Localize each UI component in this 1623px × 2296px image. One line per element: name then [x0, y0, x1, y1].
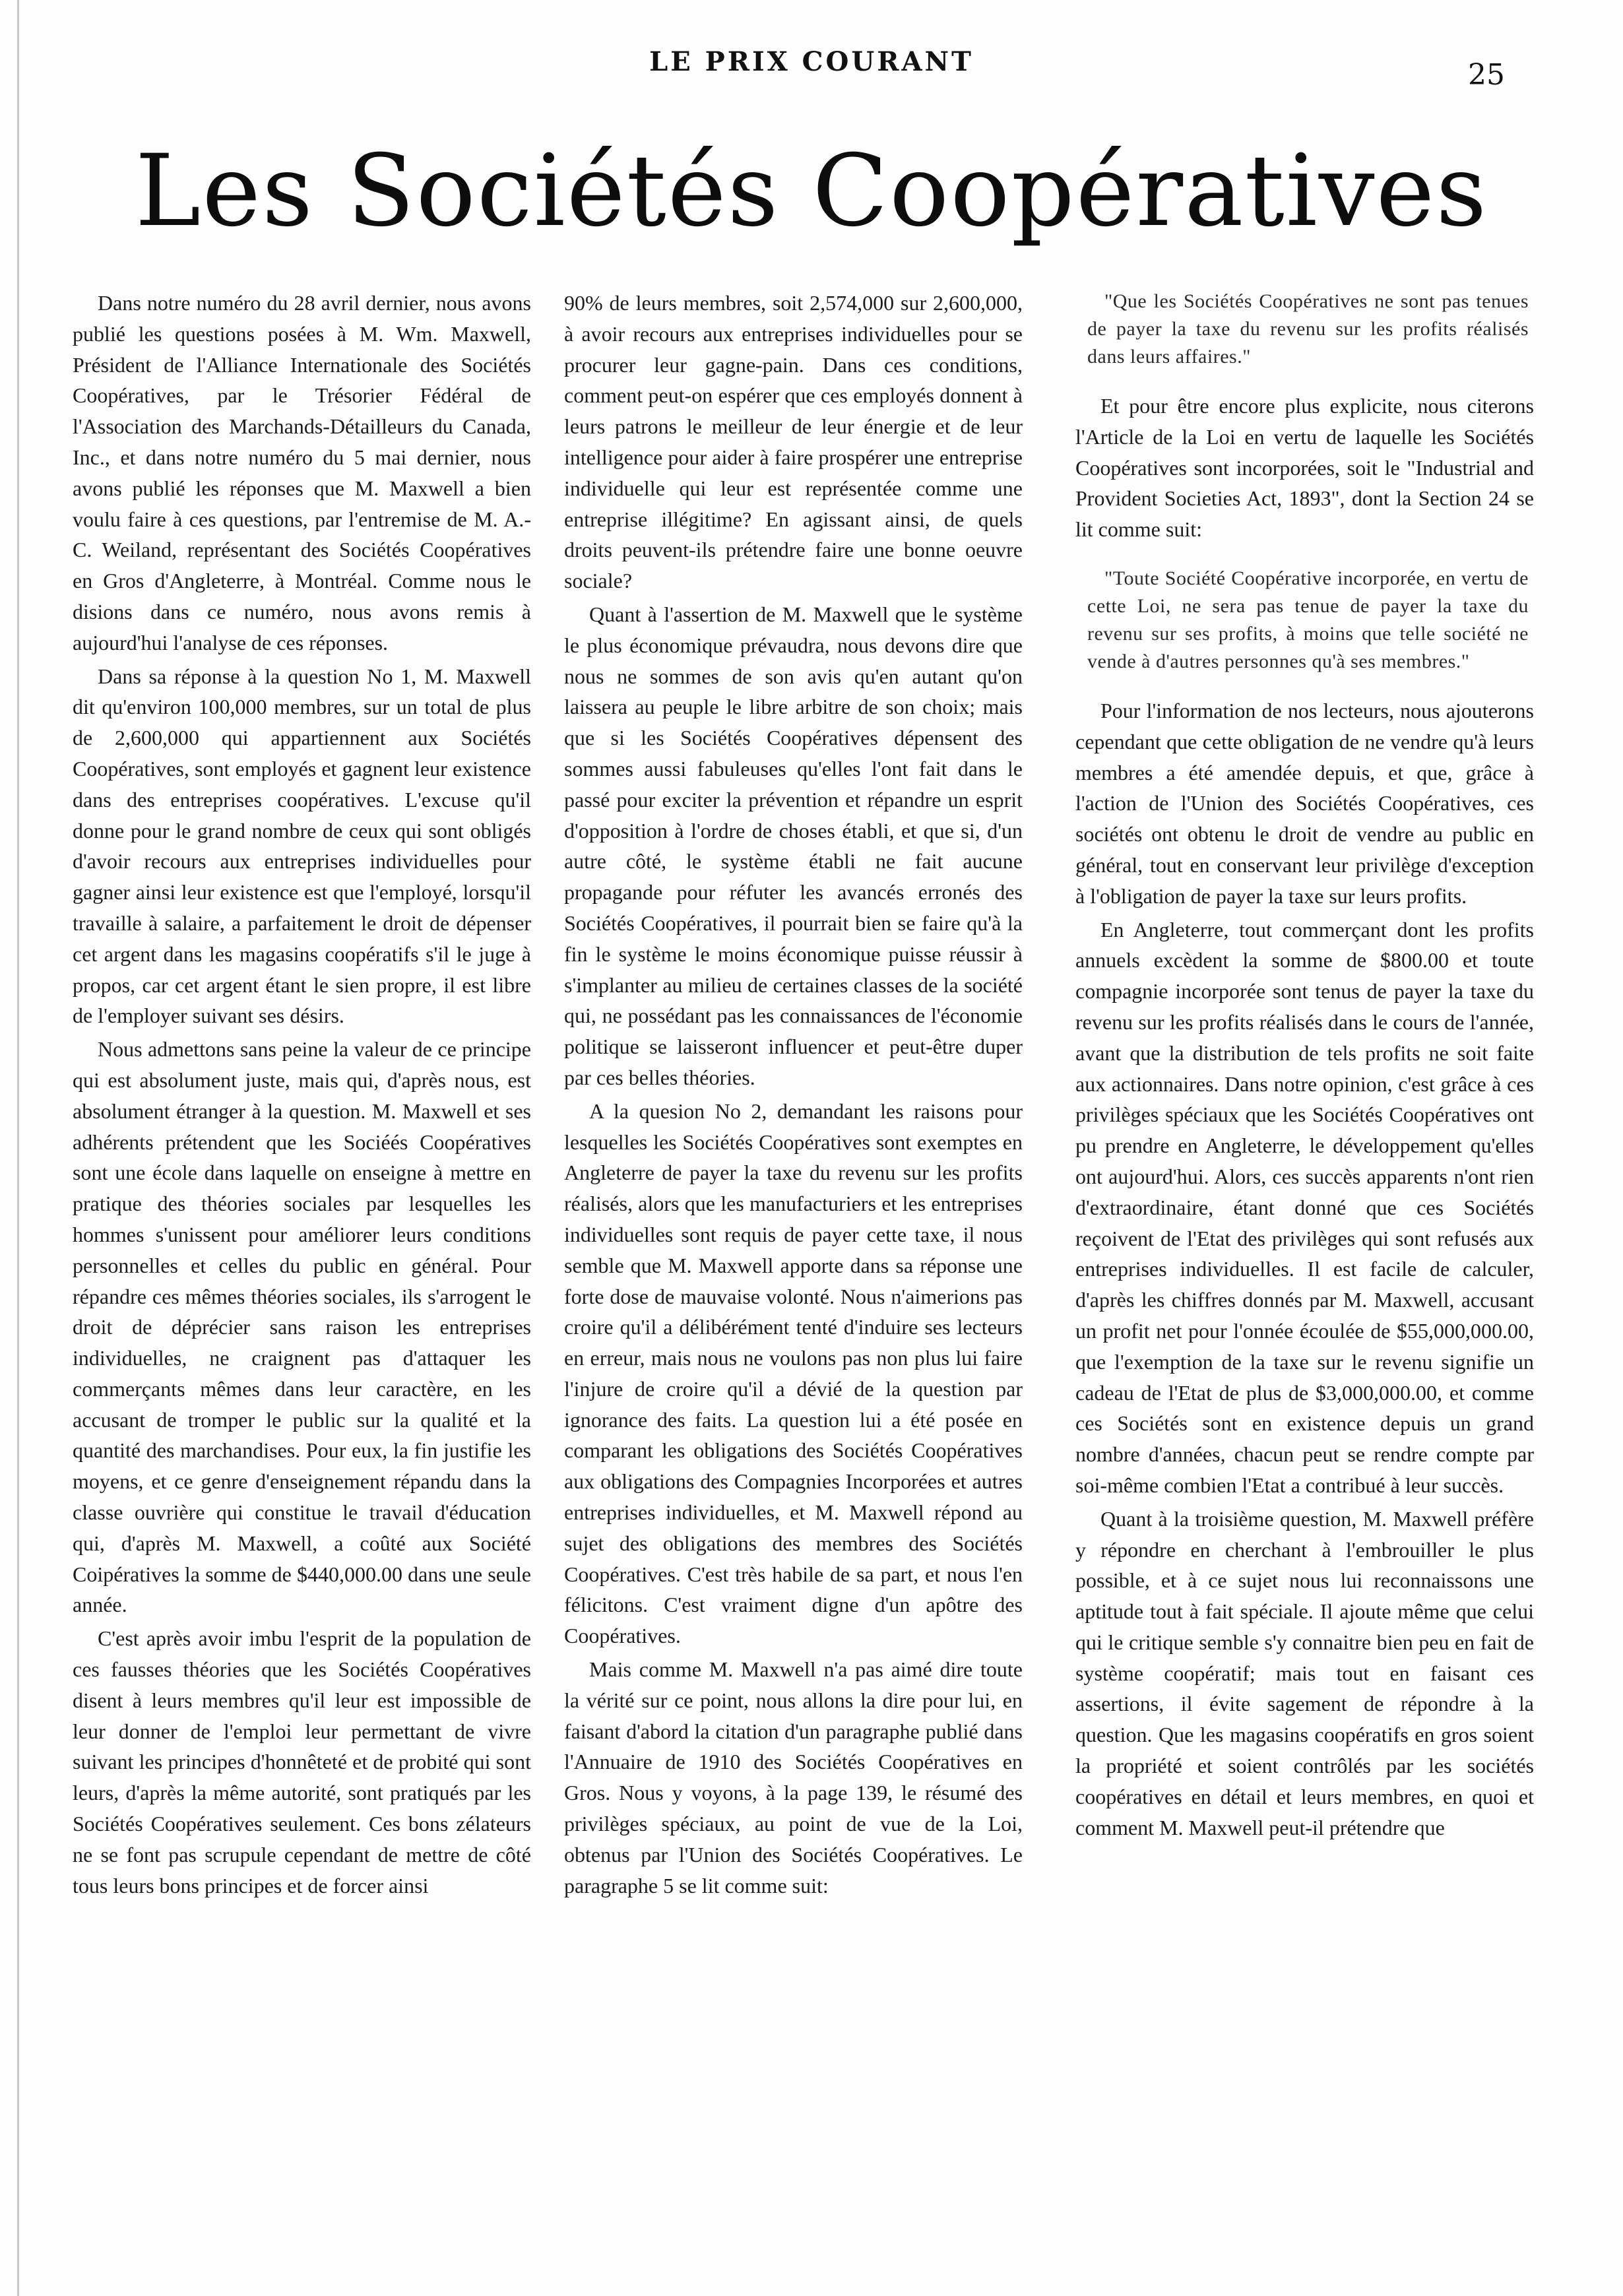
running-head: LE PRIX COURANT [649, 46, 974, 77]
article-title: Les Sociétés Coopératives [135, 134, 1488, 249]
binding-edge [17, 0, 19, 2296]
paragraph: Dans notre numéro du 28 avril dernier, nous avons publié les questions posées à M. Wm. Maxwell, Président de l'Alliance Internationale des Sociétés Coopératives, par le Trésorier Fédéral de l'Association des Marchands-Détailleurs du Canada, Inc., et dans notre numéro du 5 mai dernier, nous avons publié les réponses que M. Maxwell a bien voulu faire à ces questions, par l'entremise de M. A.-C. Weiland, représentant des Sociétés Coopératives en Gros d'Angleterre, à Montréal. Comme nous le disions dans ce numéro, nous avons remis à aujourd'hui l'analyse de ces réponses. [73, 291, 531, 654]
paragraph: A la quesion No 2, demandant les raisons pour lesquelles les Sociétés Coopératives sont exemptes en Angleterre de payer la taxe du revenu sur les profits réalisés, alors que les manufacturiers et les entreprises individuelles sont requis de payer cette taxe, il nous semble que M. Maxwell apporte dans sa réponse une forte dose de mauvaise volonté. Nous n'aimerions pas croire qu'il a délibérément tenté d'induire ses lecteurs en erreur, mais nous ne voulons pas non plus lui faire l'injure de croire qu'il a dévié de la question par ignorance des faits. La question lui a été posée en comparant les obligations des Sociétés Coopératives aux obligations des Compagnies Incorporées et autres entreprises individuelles, et M. Maxwell répond au sujet des obligations des membres des Sociétés Coopératives. C'est très habile de sa part, et nous l'en félicitons. C'est vraiment digne d'un apôtre des Coopératives. [564, 1099, 1023, 1648]
column-3 [1075, 288, 1534, 1843]
page-number: 25 [1468, 58, 1505, 92]
paragraph: 90% de leurs membres, soit 2,574,000 sur 2,600,000, à avoir recours aux entreprises individuelles pour se procurer leur gagne-pain. Dans ces conditions, comment peut-on espérer que ces employés donnent à leurs patrons le meilleur de leur énergie et de leur intelligence pour aider à faire prospérer une entreprise individuelle qui leur est représentée comme une entreprise illégitime? En agissant ainsi, de quels droits peuvent-ils prétendre faire une bonne oeuvre sociale? [564, 291, 1023, 593]
quotation: "Que les Sociétés Coopératives ne sont pas tenues de payer la taxe du revenu sur les profits réalisés dans leurs affaires." [1087, 290, 1529, 367]
paragraph: Et pour être encore plus explicite, nous citerons l'Article de la Loi en vertu de laquelle les Sociétés Coopératives sont incorporées, soit le "Industrial and Provident Societies Act, 1893", dont la Section 24 se lit comme suit: [1075, 394, 1534, 542]
paragraph: Nous admettons sans peine la valeur de ce principe qui est absolument juste, mais qui, d'après nous, est absolument étranger à la question. M. Maxwell et ses adhérents prétendent que les Sociéés Coopératives sont une école dans laquelle on enseigne à mettre en pratique des théories sociales par lesquelles les hommes s'unissent pour améliorer leurs conditions personnelles et celles du public en général. Pour répandre ces mêmes théories sociales, ils s'arrogent le droit de déprécier sans raison les entreprises individuelles, ne craignent pas d'attaquer les commerçants mêmes dans leur caractère, en les accusant de tromper le public sur la qualité et la quantité des marchandises. Pour eux, la fin justifie les moyens, et ce genre d'enseignement répandu dans la classe ouvrière qui constitue le travail d'éducation qui, d'après M. Maxwell, a coûté aux Société Coipératives la somme de $440,000.00 dans une seule année. [73, 1037, 531, 1617]
column-2 [564, 288, 1023, 1901]
paragraph: C'est après avoir imbu l'esprit de la population de ces fausses théories que les Sociétés Coopératives disent à leurs membres qu'il leur est impossible de leur donner de l'emploi leur permettant de vivre suivant les principes d'honnêteté et de probité qui sont leurs, d'après la même autorité, sont pratiqués par les Sociétés Coopératives seulement. Ces bons zélateurs ne se font pas scrupule cependant de mettre de côté tous leurs bons principes et de forcer ainsi [73, 1626, 531, 1897]
paragraph: Pour l'information de nos lecteurs, nous ajouterons cependant que cette obligation de ne vendre qu'à leurs membres a été amendée depuis, et que, grâce à l'action de l'Union des Sociétés Coopératives, ces sociétés ont obtenu le droit de vendre au public en général, tout en conservant leur privilège d'exception à l'obligation de payer la taxe sur leurs profits. [1075, 698, 1534, 908]
paragraph: En Angleterre, tout commerçant dont les profits annuels excèdent la somme de $800.00 et toute compagnie incorporée sont tenus de payer la taxe du revenu sur les profits réalisés dans le cours de l'année, avant que la distribution de tels profits ne soit faite aux actionnaires. Dans notre opinion, c'est grâce à ces privilèges spéciaux que les Sociétés Coopératives ont pu prendre en Angleterre, le développement qu'elles ont aujourd'hui. Alors, ces succès apparents n'ont rien d'extraordinaire, étant donné que ces Sociétés reçoivent de l'Etat des privilèges qui sont refusés aux entreprises individuelles. Il est facile de calculer, d'après les chiffres donnés par M. Maxwell, accusant un profit net pour l'onnée écoulée de $55,000,000.00, que l'exemption de la taxe sur le revenu signifie un cadeau de l'Etat de plus de $3,000,000.00, et comme ces Sociétés sont en existence depuis un grand nombre d'années, chacun peut se rendre compte par soi-même combien l'Etat a contribué à leur succès. [1075, 917, 1534, 1497]
paragraph: Mais comme M. Maxwell n'a pas aimé dire toute la vérité sur ce point, nous allons la dire pour lui, en faisant d'abord la citation d'un paragraphe publié dans l'Annuaire de 1910 des Sociétés Coopératives en Gros. Nous y voyons, à la page 139, le résumé des privilèges spéciaux, au point de vue de la Loi, obtenus par l'Union des Sociétés Coopératives. Le paragraphe 5 se lit comme suit: [564, 1657, 1023, 1897]
paragraph: Quant à l'assertion de M. Maxwell que le système le plus économique prévaudra, nous devons dire que nous ne sommes de son avis qu'en autant qu'on laissera au peuple le libre arbitre de son choix; mais que si les Sociétés Coopératives dépensent des sommes aussi fabuleuses qu'elles l'ont fait dans le passé pour exciter la prévention et répandre un esprit d'opposition à l'ordre de choses établi, et que si, d'un autre côté, le système établi ne fait aucune propagande pour réfuter les avancés erronés des Sociétés Coopératives, il pourrait bien se faire qu'à la fin le système le moins économique puisse réussir à s'implanter au milieu de certaines classes de la société qui, ne possédant pas les connaissances de l'économie politique se laisseront influencer et peut-être duper par ces belles théories. [564, 602, 1023, 1089]
column-1 [73, 288, 531, 1901]
paragraph: Dans sa réponse à la question No 1, M. Maxwell dit qu'environ 100,000 membres, sur un total de plus de 2,600,000 qui appartiennent aux Sociétés Coopératives, sont employés et gagnent leur existence dans des entreprises coopératives. L'excuse qu'il donne pour le grand nombre de ceux qui sont obligés d'avoir recours aux entreprises individuelles pour gagner ainsi leur existence est que l'employé, lorsqu'il travaille à salaire, a parfaitement le droit de dépenser cet argent dans les magasins coopératifs s'il le juge à propos, car cet argent étant le sien propre, il est libre de l'employer suivant ses désirs. [73, 664, 531, 1028]
quotation: "Toute Société Coopérative incorporée, en vertu de cette Loi, ne sera pas tenue de payer la taxe du revenu sur ses profits, à moins que telle société ne vende à d'autres personnes qu'à ses membres." [1087, 567, 1529, 672]
paragraph: Quant à la troisième question, M. Maxwell préfère y répondre en cherchant à l'embrouiller le plus possible, et à ce sujet nous lui reconnaissons une aptitude tout à fait spéciale. Il ajoute même que celui qui le critique semble s'y connaitre bien peu en fait de système coopératif; mais tout en faisant ces assertions, il évite sagement de répondre à la question. Que les magasins coopératifs en gros soient la propriété et soient contrôlés par les sociétés coopératives en détail et leurs membres, en quoi et comment M. Maxwell peut-il prétendre que [1075, 1506, 1534, 1839]
